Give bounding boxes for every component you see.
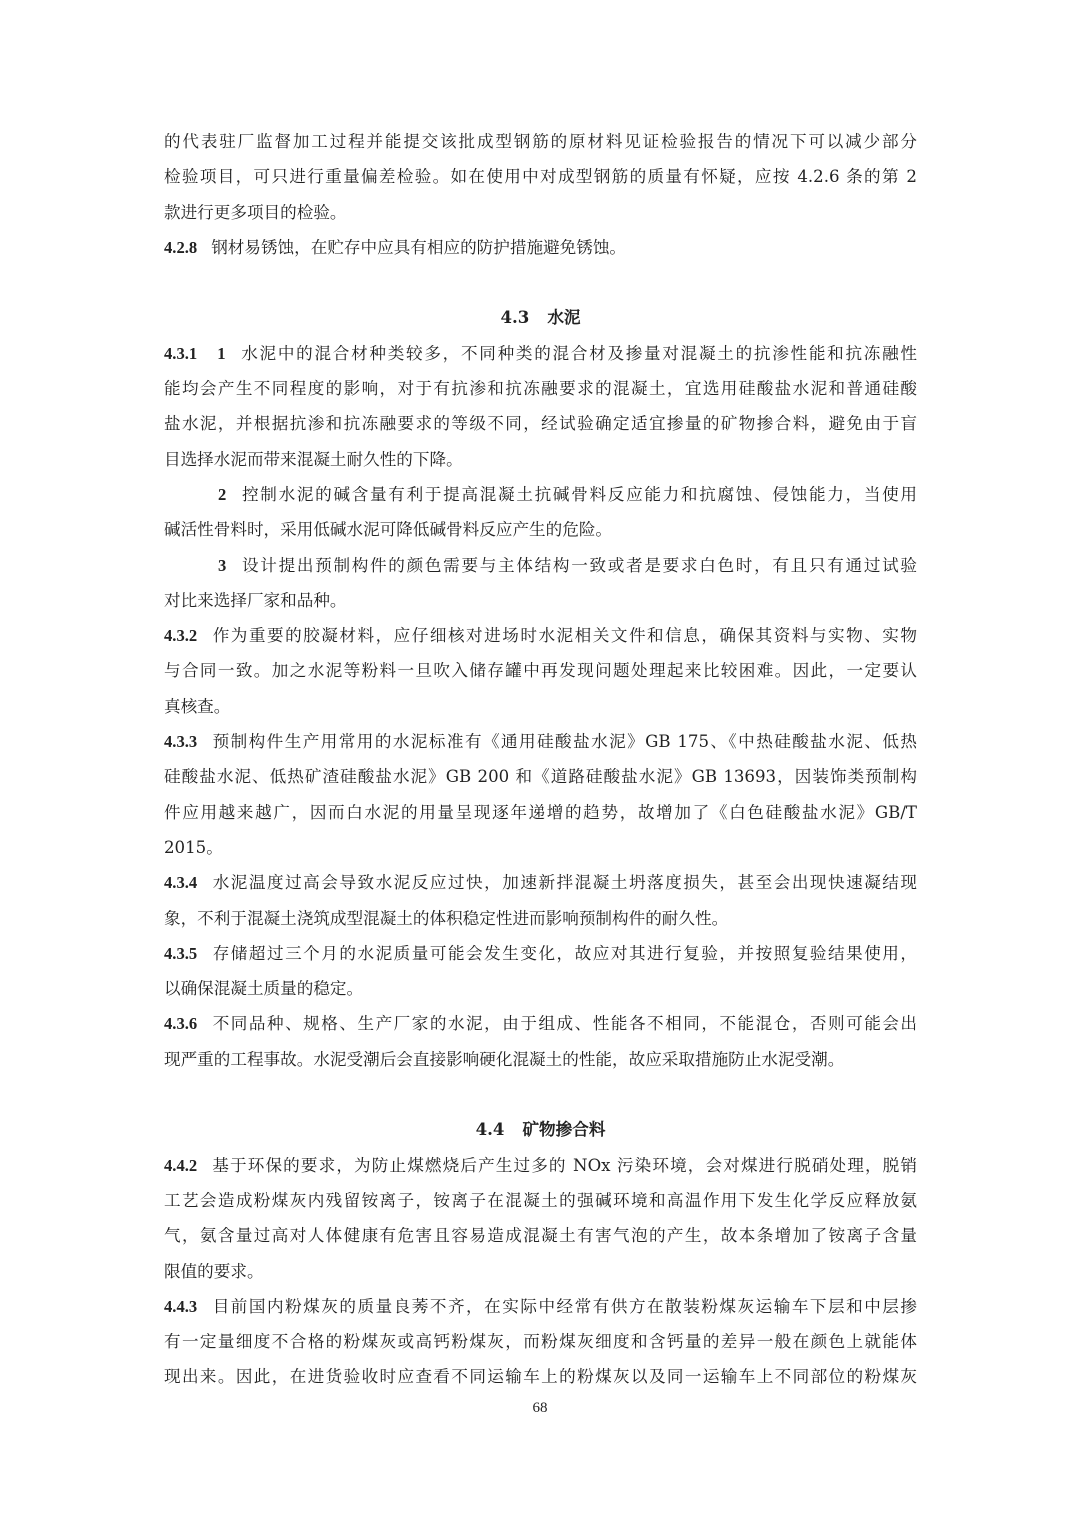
line-text: 2015。 (164, 837, 223, 857)
text-line (164, 1254, 917, 1289)
clause-number: 4.3.3 (164, 732, 198, 752)
line-text: 限值的要求。 (164, 1261, 264, 1281)
text-line (164, 759, 917, 794)
line-text: 真核查。 (164, 696, 231, 716)
line-text: 以确保混凝土质量的稳定。 (164, 979, 364, 999)
text-line (164, 830, 917, 865)
text-line (164, 1324, 917, 1359)
text-line (164, 1359, 917, 1394)
line-text: 与合同一致。加之水泥等粉料一旦吹入储存罐中再发现问题处理起来比较困难。因此，一定要认 (164, 661, 917, 681)
text-line (164, 689, 917, 724)
line-text: 水泥中的混合材种类较多，不同种类的混合材及掺量对混凝土的抗渗性能和抗冻融性 (239, 343, 917, 363)
line-text: 不同品种、规格、生产厂家的水泥，由于组成、性能各不相同，不能混仓，否则可能会出 (211, 1014, 917, 1034)
line-text: 作为重要的胶凝材料，应仔细核对进场时水泥相关文件和信息，确保其资料与实物、实物 (211, 626, 917, 646)
section-number: 4.4 (475, 1119, 505, 1140)
line-text: 预制构件生产用常用的水泥标准有《通用硅酸盐水泥》GB 175、《中热硅酸盐水泥、低热 (211, 732, 917, 752)
clause-number: 2 (218, 484, 227, 504)
text-line (164, 1183, 917, 1218)
clause-number: 4.3.5 (164, 943, 198, 963)
line-text: 款进行更多项目的检验。 (164, 202, 347, 222)
text-line (164, 971, 917, 1006)
section-title: 水泥 (547, 307, 581, 328)
text-line (164, 336, 917, 371)
text-line (164, 583, 917, 618)
section-number: 4.3 (500, 307, 530, 328)
line-text: 目前国内粉煤灰的质量良莠不齐，在实际中经常有供方在散装粉煤灰运输车下层和中层掺 (211, 1296, 917, 1316)
line-text: 气，氨含量过高对人体健康有危害且容易造成混凝土有害气泡的产生，故本条增加了铵离子含量 (164, 1226, 917, 1246)
clause-number: 4.3.6 (164, 1014, 198, 1034)
line-text: 工艺会造成粉煤灰内残留铵离子，铵离子在混凝土的强碱环境和高温作用下发生化学反应释放氨 (164, 1190, 917, 1210)
line-text: 基于环保的要求，为防止煤燃烧后产生过多的 NOx 污染环境，会对煤进行脱硝处理，脱销 (211, 1155, 917, 1175)
text-line (164, 230, 917, 265)
line-text: 对比来选择厂家和品种。 (164, 590, 347, 610)
line-text: 目选择水泥而带来混凝土耐久性的下降。 (164, 449, 463, 469)
text-line (164, 548, 917, 583)
text-line (164, 195, 917, 230)
text-line (164, 371, 917, 406)
line-text: 检验项目，可只进行重量偏差检验。如在使用中对成型钢筋的质量有怀疑，应按 4.2.6 条的第 2 (164, 167, 917, 187)
text-line (164, 442, 917, 477)
text-line (164, 724, 917, 759)
line-text: 的代表驻厂监督加工过程并能提交该批成型钢筋的原材料见证检验报告的情况下可以减少部分 (164, 132, 917, 151)
text-line (164, 1218, 917, 1253)
clause-number: 3 (218, 555, 227, 575)
line-text: 能均会产生不同程度的影响，对于有抗渗和抗冻融要求的混凝土，宜选用硅酸盐水泥和普通硅酸 (164, 379, 917, 399)
line-text: 控制水泥的碱含量有利于提高混凝土抗碱骨料反应能力和抗腐蚀、侵蚀能力，当使用 (240, 484, 917, 504)
text-line (164, 406, 917, 441)
section-heading (164, 1112, 917, 1147)
text-line (164, 1006, 917, 1041)
line-text: 设计提出预制构件的颜色需要与主体结构一致或者是要求白色时，有且只有通过试验 (240, 555, 917, 575)
text-line (164, 865, 917, 900)
line-text: 象，不利于混凝土浇筑成型混凝土的体积稳定性进而影响预制构件的耐久性。 (164, 908, 729, 928)
text-line (164, 1148, 917, 1183)
clause-number: 4.2.8 (164, 237, 198, 257)
line-text: 碱活性骨料时，采用低碱水泥可降低碱骨料反应产生的危险。 (164, 520, 613, 540)
blank-line (164, 265, 917, 300)
text-line (164, 124, 917, 159)
line-text: 现严重的工程事故。水泥受潮后会直接影响硬化混凝土的性能，故应采取措施防止水泥受潮。 (164, 1049, 845, 1069)
text-line (164, 795, 917, 830)
text-line (164, 901, 917, 936)
text-line (164, 936, 917, 971)
line-text: 水泥温度过高会导致水泥反应过快，加速新拌混凝土坍落度损失，甚至会出现快速凝结现 (211, 873, 917, 893)
text-line (164, 512, 917, 547)
page-number: 68 (532, 1400, 548, 1416)
line-text: 存储超过三个月的水泥质量可能会发生变化，故应对其进行复验，并按照复验结果使用， (211, 943, 917, 963)
line-text: 有一定量细度不合格的粉煤灰或高钙粉煤灰，而粉煤灰细度和含钙量的差异一般在颜色上就能体 (164, 1332, 917, 1352)
line-text: 件应用越来越广，因而白水泥的用量呈现逐年递增的趋势，故增加了《白色硅酸盐水泥》GB/T (164, 802, 917, 822)
text-line (164, 477, 917, 512)
text-line (164, 1042, 917, 1077)
clause-number: 4.3.1 1 (164, 343, 226, 363)
text-line (164, 159, 917, 194)
document-body (164, 124, 917, 1395)
clause-number: 4.4.3 (164, 1296, 198, 1316)
clause-number: 4.3.4 (164, 873, 198, 893)
section-heading (164, 300, 917, 335)
line-text: 现出来。因此，在进货验收时应查看不同运输车上的粉煤灰以及同一运输车上不同部位的粉煤灰 (164, 1367, 917, 1387)
line-text: 硅酸盐水泥、低热矿渣硅酸盐水泥》GB 200 和《道路硅酸盐水泥》GB 13693，因装饰类预制构 (164, 767, 917, 787)
clause-number: 4.3.2 (164, 626, 198, 646)
text-line (164, 653, 917, 688)
line-text: 钢材易锈蚀，在贮存中应具有相应的防护措施避免锈蚀。 (211, 237, 627, 257)
clause-number: 4.4.2 (164, 1155, 198, 1175)
text-line (164, 1289, 917, 1324)
line-text: 盐水泥，并根据抗渗和抗冻融要求的等级不同，经试验确定适宜掺量的矿物掺合料，避免由于盲 (164, 414, 917, 434)
text-line (164, 618, 917, 653)
blank-line (164, 1077, 917, 1112)
section-title: 矿物掺合料 (522, 1119, 606, 1140)
